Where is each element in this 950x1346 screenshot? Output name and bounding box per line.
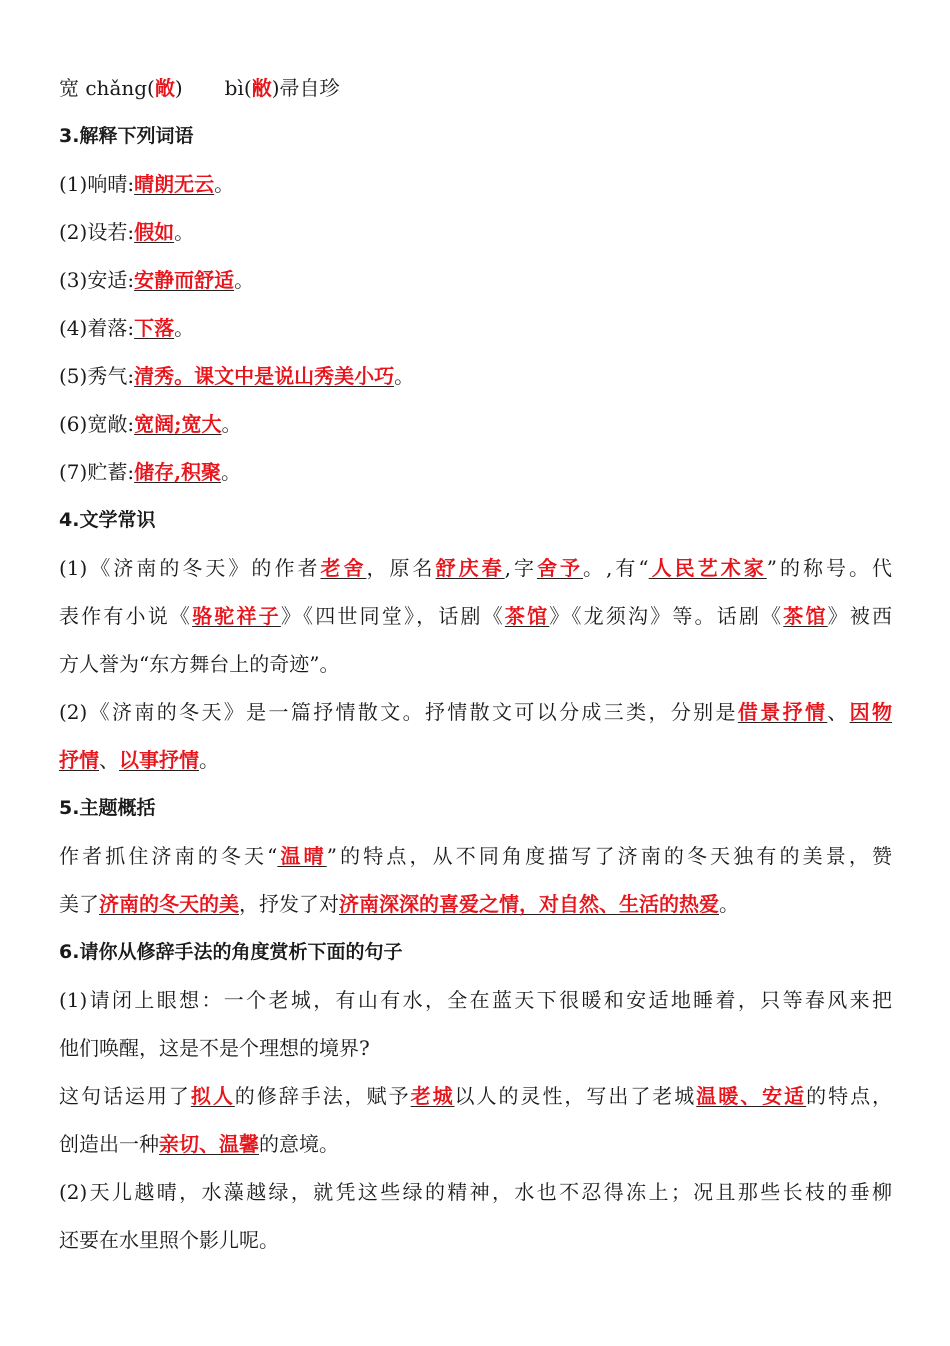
paragraph-line: 方人誉为“东方舞台上的奇迹”。 (59, 652, 340, 676)
paragraph-line: 创造出一种亲切、温馨的意境。 (59, 1132, 339, 1156)
definition-item: (6)宽敞:宽阔;宽大。 (59, 412, 242, 436)
answer-text: 安静而舒适 (134, 268, 235, 292)
paragraph-line: 抒情、以事抒情。 (59, 748, 219, 772)
paragraph-line: 这句话运用了拟人的修辞手法，赋予老城以人的灵性，写出了老城温暖、安适的特点， (59, 1084, 893, 1108)
paragraph-line: 作者抓住济南的冬天“温晴”的特点，从不同角度描写了济南的冬天独有的美景，赞 (59, 844, 892, 868)
definition-item: (1)响晴:晴朗无云。 (59, 172, 235, 196)
paragraph-line: (1)《济南的冬天》的作者老舍，原名舒庆春,字舍予。,有“人民艺术家”的称号。代 (59, 556, 893, 580)
question-line: 他们唤醒，这是不是个理想的境界? (59, 1036, 370, 1060)
answer-text: 宽阔;宽大 (134, 412, 222, 436)
question-line: (1)请闭上眼想：一个老城，有山有水，全在蓝天下很暖和安适地睡着，只等春风来把 (59, 988, 892, 1012)
question-line: (2)天儿越晴，水藻越绿，就凭这些绿的精神，水也不忍得冻上；况且那些长枝的垂柳 (59, 1180, 892, 1204)
section-4-heading: 4.文学常识 (59, 509, 156, 531)
pinyin-line: 宽 chǎng(敞) bì(敝)帚自珍 (59, 76, 340, 100)
paragraph-line: 美了济南的冬天的美，抒发了对济南深深的喜爱之情，对自然、生活的热爱。 (59, 892, 739, 916)
pinyin-item-1: 宽 chǎng( (59, 76, 155, 100)
definition-item: (5)秀气:清秀。课文中是说山秀美小巧。 (59, 364, 415, 388)
answer-text: 晴朗无云 (134, 172, 215, 196)
answer-char-1: 敞 (154, 76, 175, 100)
section-3-heading: 3.解释下列词语 (59, 125, 194, 147)
answer-text: 下落 (134, 316, 175, 340)
definition-item: (3)安适:安静而舒适。 (59, 268, 255, 292)
pinyin-item-2: bì( (224, 76, 252, 100)
answer-text: 清秀。课文中是说山秀美小巧 (134, 364, 395, 388)
answer-text: 储存,积聚 (134, 460, 222, 484)
section-5-heading: 5.主题概括 (59, 797, 156, 819)
definition-item: (7)贮蓄:储存,积聚。 (59, 460, 242, 484)
definition-item: (2)设若:假如。 (59, 220, 195, 244)
paragraph-line: 表作有小说《骆驼祥子》《四世同堂》，话剧《茶馆》《龙须沟》等。话剧《茶馆》被西 (59, 604, 893, 628)
definition-item: (4)着落:下落。 (59, 316, 195, 340)
paragraph-line: (2)《济南的冬天》是一篇抒情散文。抒情散文可以分成三类，分别是借景抒情、因物 (59, 700, 893, 724)
answer-text: 假如 (134, 220, 175, 244)
answer-char-2: 敝 (251, 76, 272, 100)
question-line: 还要在水里照个影儿呢。 (59, 1228, 279, 1252)
section-6-heading: 6.请你从修辞手法的角度赏析下面的句子 (59, 941, 403, 963)
